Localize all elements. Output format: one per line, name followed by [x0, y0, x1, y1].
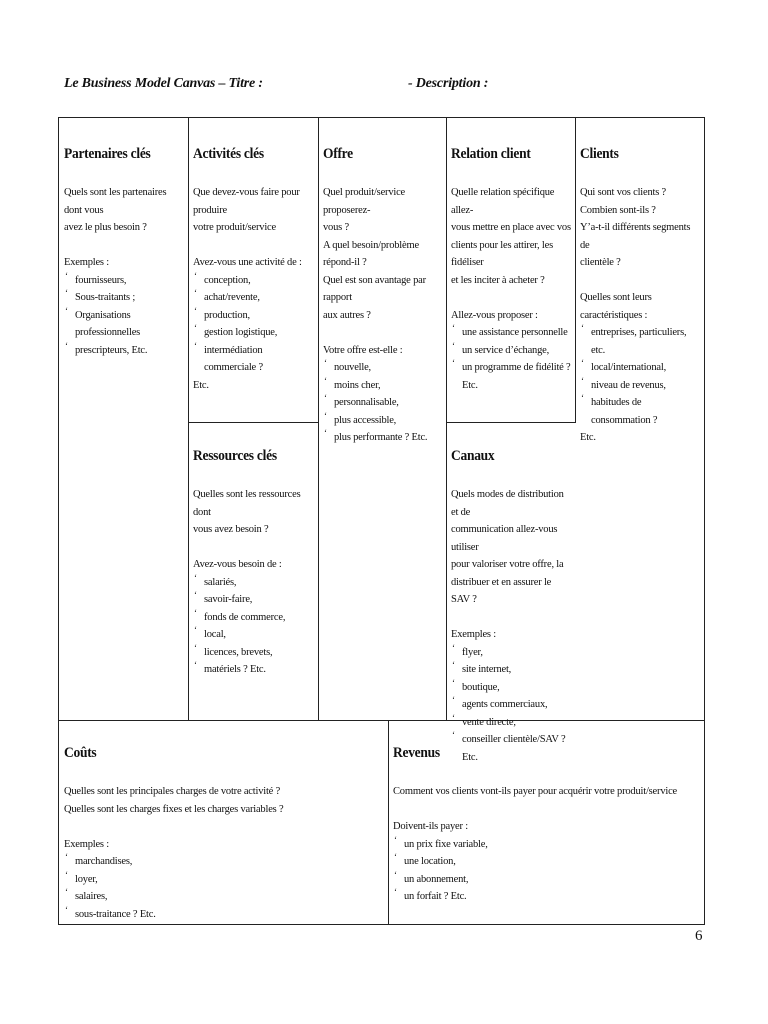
cell-list-label: Avez-vous une activité de :: [193, 257, 302, 268]
list-item-text: entreprises, particuliers, etc.: [591, 327, 687, 356]
tick-bullet-icon: ‘: [394, 852, 397, 862]
list-item: [193, 342, 315, 377]
list-item: [393, 888, 701, 906]
cell-title: Canaux: [451, 448, 495, 464]
list-item: [393, 853, 701, 871]
cell-list: [64, 853, 385, 923]
list-item: [323, 429, 443, 447]
tick-bullet-icon: ‘: [194, 305, 197, 316]
list-item: [451, 661, 572, 679]
list-item: [64, 272, 185, 290]
list-item: [64, 853, 385, 871]
list-item-text: gestion logistique,: [204, 327, 278, 338]
cell-list-label: Exemples :: [64, 838, 109, 850]
tick-bullet-icon: ‘: [581, 323, 584, 333]
list-item-text: plus accessible,: [334, 414, 397, 426]
cell-intro: Que devez-vous faire pour produire votre produit/service: [193, 187, 300, 233]
list-item-text: local/international,: [591, 362, 667, 373]
list-item: [580, 377, 702, 395]
cell-title: Ressources clés: [193, 448, 277, 464]
list-item: [580, 359, 702, 377]
list-item-text: savoir-faire,: [204, 594, 253, 605]
list-item: [64, 888, 385, 906]
cell-title: Offre: [323, 146, 353, 162]
list-item-text: fournisseurs,: [75, 274, 127, 286]
list-item-text: un programme de fidélité ? Etc.: [462, 362, 571, 391]
tick-bullet-icon: ‘: [452, 340, 455, 351]
cell-title: Activités clés: [193, 146, 264, 162]
tick-bullet-icon: ‘: [194, 572, 197, 583]
cell-clients: [576, 146, 706, 447]
cell-activites: [189, 146, 319, 394]
tick-bullet-icon: ‘: [394, 834, 397, 845]
tick-bullet-icon: ‘: [324, 375, 327, 386]
cell-title: Partenaires clés: [64, 146, 151, 162]
cell-list: [451, 324, 572, 394]
list-item: [580, 324, 702, 359]
tick-bullet-icon: ‘: [452, 712, 455, 723]
list-item-text: personnalisable,: [334, 397, 399, 408]
list-item: [323, 359, 443, 377]
list-item: [193, 661, 315, 679]
list-item: [193, 626, 315, 644]
tick-bullet-icon: ‘: [324, 393, 327, 403]
cell-list-label: Quelles sont leurs caractéristiques :: [580, 292, 652, 321]
tick-bullet-icon: ‘: [324, 428, 327, 438]
cell-title: Relation client: [451, 146, 531, 162]
cell-outro: Etc.: [580, 432, 596, 443]
cell-intro: Quelle relation spécifique allez- vous mettre en place avec vos clients pour les attirer, les fidéliser et les inciter à acheter ?: [451, 187, 571, 286]
list-item: [193, 289, 315, 307]
list-item: [580, 394, 702, 429]
cell-body: [193, 184, 315, 394]
cell-list-label: Avez-vous besoin de :: [193, 559, 282, 570]
cell-intro: Comment vos clients vont-ils payer pour acquérir votre produit/service: [393, 786, 678, 797]
tick-bullet-icon: ‘: [452, 730, 455, 740]
divider-horizontal-activites: [188, 422, 319, 423]
list-item: [323, 412, 443, 430]
list-item-text: fonds de commerce,: [204, 611, 286, 623]
list-item-text: licences, brevets,: [204, 646, 273, 658]
cell-body: [451, 486, 572, 766]
list-item-text: vente directe,: [462, 716, 516, 728]
cell-list: [580, 324, 702, 429]
list-item: [323, 394, 443, 412]
list-item-text: production,: [204, 309, 250, 321]
tick-bullet-icon: ‘: [65, 869, 68, 880]
cell-list: [193, 272, 315, 377]
list-item-text: un prix fixe variable,: [404, 838, 488, 850]
list-item: [451, 342, 572, 360]
canvas-description-label: - Description :: [408, 76, 489, 91]
tick-bullet-icon: ‘: [65, 288, 68, 298]
tick-bullet-icon: ‘: [452, 695, 455, 705]
list-item-text: intermédiation commerciale ?: [204, 344, 263, 373]
cell-body: [193, 486, 315, 679]
list-item: [193, 307, 315, 325]
list-item: [323, 377, 443, 395]
list-item: [451, 714, 572, 732]
list-item-text: loyer,: [75, 873, 98, 885]
tick-bullet-icon: ‘: [194, 288, 197, 298]
list-item-text: nouvelle,: [334, 362, 371, 373]
tick-bullet-icon: ‘: [194, 323, 197, 333]
list-item-text: conception,: [204, 274, 251, 286]
list-item-text: une assistance personnelle: [462, 327, 568, 338]
list-item-text: sous-traitance ? Etc.: [75, 908, 156, 920]
cell-intro: Quel produit/service proposerez- vous ? A quel besoin/problème répond-il ? Quel est son avantage par rapport aux autres ?: [323, 187, 426, 321]
list-item-text: plus performante ? Etc.: [334, 432, 428, 443]
cell-list-label: Exemples :: [64, 257, 109, 268]
divider-horizontal-bottom: [59, 720, 704, 721]
divider-horizontal-relation: [446, 422, 576, 423]
list-item: [393, 836, 701, 854]
list-item-text: matériels ? Etc.: [204, 664, 266, 675]
tick-bullet-icon: ‘: [194, 590, 197, 600]
list-item: [193, 272, 315, 290]
cell-body: [64, 184, 185, 359]
tick-bullet-icon: ‘: [194, 340, 197, 351]
tick-bullet-icon: ‘: [194, 607, 197, 618]
cell-canaux: [447, 448, 576, 766]
cell-list: [323, 359, 443, 447]
cell-offre: [319, 146, 447, 447]
cell-list: [193, 574, 315, 679]
list-item-text: salaires,: [75, 891, 108, 902]
tick-bullet-icon: ‘: [65, 305, 68, 316]
tick-bullet-icon: ‘: [65, 270, 68, 281]
list-item: [451, 644, 572, 662]
business-model-canvas: [58, 117, 705, 925]
cell-relation: [447, 146, 576, 394]
list-item-text: Sous-traitants ;: [75, 292, 136, 303]
cell-outro: Etc.: [193, 379, 209, 391]
list-item: [451, 696, 572, 714]
list-item: [64, 906, 385, 924]
tick-bullet-icon: ‘: [194, 625, 197, 635]
list-item: [64, 342, 185, 360]
tick-bullet-icon: ‘: [194, 642, 197, 653]
cell-title: Coûts: [64, 745, 97, 761]
tick-bullet-icon: ‘: [452, 323, 455, 333]
list-item: [393, 871, 701, 889]
list-item-text: site internet,: [462, 664, 512, 675]
list-item-text: boutique,: [462, 681, 500, 693]
list-item: [193, 574, 315, 592]
list-item: [64, 307, 185, 342]
cell-partenaires: [60, 146, 189, 359]
cell-list-label: Votre offre est-elle :: [323, 344, 403, 356]
list-item-text: un forfait ? Etc.: [404, 891, 467, 902]
tick-bullet-icon: ‘: [394, 869, 397, 880]
cell-ressources: [189, 448, 319, 679]
cell-body: [451, 184, 572, 394]
list-item-text: local,: [204, 629, 226, 640]
list-item-text: prescripteurs, Etc.: [75, 344, 148, 356]
tick-bullet-icon: ‘: [65, 340, 68, 351]
tick-bullet-icon: ‘: [65, 904, 68, 915]
list-item-text: Organisations professionnelles: [75, 309, 141, 338]
list-item: [193, 644, 315, 662]
cell-list-label: Allez-vous proposer :: [451, 309, 538, 321]
cell-list-label: Doivent-ils payer :: [393, 821, 468, 832]
cell-list-label: Exemples :: [451, 629, 496, 640]
cell-intro: Quels modes de distribution et de communication allez-vous utiliser pour valoriser votre offre, la distribuer et en assurer le SAV ?: [451, 489, 564, 605]
tick-bullet-icon: ‘: [581, 358, 584, 368]
canvas-title-label: Le Business Model Canvas – Titre :: [64, 76, 263, 91]
list-item-text: conseiller clientèle/SAV ? Etc.: [462, 734, 566, 763]
cell-revenus: [389, 745, 705, 906]
page-number: 6: [695, 928, 703, 944]
list-item-text: flyer,: [462, 646, 483, 658]
tick-bullet-icon: ‘: [324, 358, 327, 368]
list-item-text: moins cher,: [334, 379, 381, 391]
cell-intro: Quels sont les partenaires dont vous avez le plus besoin ?: [64, 187, 167, 233]
cell-body: [323, 184, 443, 447]
list-item-text: un abonnement,: [404, 873, 469, 885]
cell-body: [393, 783, 701, 906]
tick-bullet-icon: ‘: [394, 887, 397, 897]
tick-bullet-icon: ‘: [324, 410, 327, 421]
list-item: [193, 591, 315, 609]
list-item: [193, 609, 315, 627]
tick-bullet-icon: ‘: [65, 887, 68, 897]
tick-bullet-icon: ‘: [452, 660, 455, 670]
cell-body: [580, 184, 702, 447]
list-item: [193, 324, 315, 342]
list-item: [451, 679, 572, 697]
list-item: [64, 871, 385, 889]
list-item-text: une location,: [404, 856, 456, 867]
cell-body: [64, 783, 385, 923]
cell-list: [64, 272, 185, 360]
list-item-text: achat/revente,: [204, 292, 260, 303]
tick-bullet-icon: ‘: [581, 375, 584, 386]
list-item-text: salariés,: [204, 576, 237, 588]
list-item-text: un service d’échange,: [462, 344, 550, 356]
list-item: [451, 324, 572, 342]
tick-bullet-icon: ‘: [65, 852, 68, 862]
cell-intro: Quelles sont les principales charges de votre activité ? Quelles sont les charges fixes et les charges variables ?: [64, 786, 284, 815]
cell-title: Clients: [580, 146, 619, 162]
list-item: [451, 359, 572, 394]
cell-title: Revenus: [393, 745, 440, 761]
tick-bullet-icon: ‘: [194, 270, 197, 281]
tick-bullet-icon: ‘: [452, 642, 455, 653]
cell-intro: Quelles sont les ressources dont vous avez besoin ?: [193, 489, 301, 535]
list-item-text: niveau de revenus,: [591, 379, 666, 391]
tick-bullet-icon: ‘: [194, 660, 197, 670]
list-item-text: habitudes de consommation ?: [591, 397, 658, 426]
cell-intro: Qui sont vos clients ? Combien sont-ils ? Y’a-t-il différents segments de clientèle ?: [580, 187, 691, 268]
cell-list: [393, 836, 701, 906]
list-item: [64, 289, 185, 307]
list-item-text: marchandises,: [75, 856, 133, 867]
cell-couts: [60, 745, 389, 923]
list-item-text: agents commerciaux,: [462, 699, 548, 710]
tick-bullet-icon: ‘: [581, 393, 584, 403]
tick-bullet-icon: ‘: [452, 358, 455, 368]
tick-bullet-icon: ‘: [452, 677, 455, 688]
